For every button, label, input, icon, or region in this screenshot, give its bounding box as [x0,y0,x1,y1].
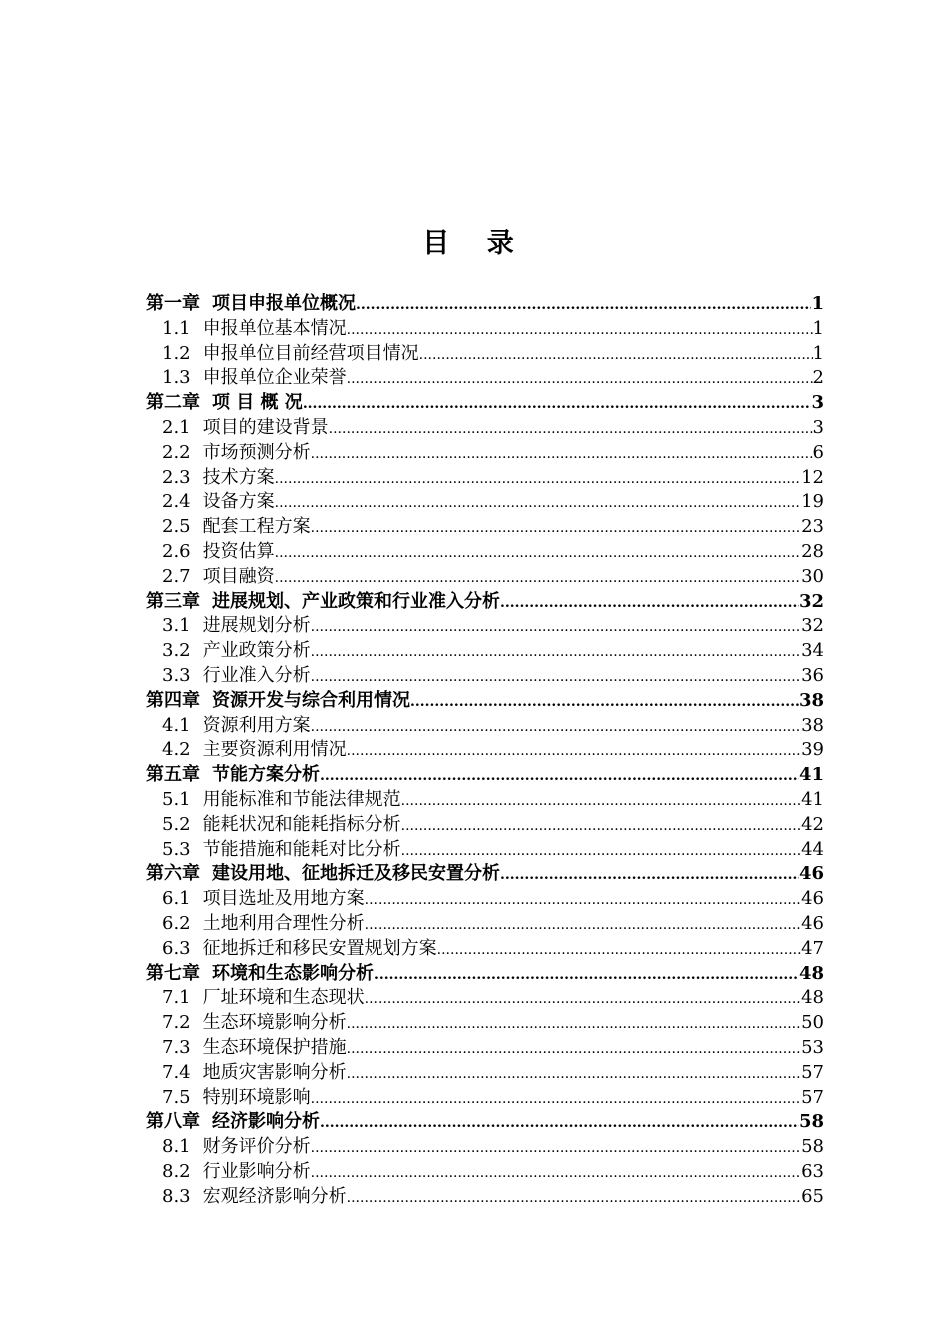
toc-page-number: 32 [798,590,824,612]
toc-entry-number: 5.2 [162,813,191,835]
toc-entry-number: 3.1 [162,615,191,637]
toc-chapter-entry[interactable] [146,292,824,317]
toc-dot-leader [401,814,801,838]
toc-page-number: 30 [801,565,824,587]
toc-dot-leader [303,392,812,416]
toc-entry-number: 2.3 [162,466,191,488]
toc-entry-number: 2.4 [162,491,191,513]
toc-entry-number: 第六章 [146,863,200,885]
toc-section-entry[interactable] [146,887,824,912]
document-title: 目 录 [422,228,528,259]
toc-entry-number: 第三章 [146,590,200,612]
toc-dot-leader [401,839,801,863]
toc-entry-number: 第四章 [146,689,200,711]
toc-entry-title: 生态环境影响分析 [202,1012,347,1034]
toc-section-entry[interactable] [146,639,824,664]
toc-entry-title: 主要资源利用情况 [202,739,347,761]
toc-page-number: 19 [801,491,824,513]
toc-section-entry[interactable] [146,441,824,466]
toc-page-number: 38 [798,689,824,711]
toc-dot-leader [311,715,801,739]
toc-section-entry[interactable] [146,937,824,962]
toc-entry-title: 项目申报单位概况 [212,293,356,314]
toc-entry-title: 资源开发与综合利用情况 [212,689,410,711]
toc-chapter-entry[interactable] [146,763,824,788]
toc-page-number: 63 [801,1160,824,1182]
toc-entry-title: 能耗状况和能耗指标分析 [202,813,401,835]
toc-page-number: 12 [801,466,824,488]
toc-page-number: 2 [812,367,824,389]
toc-section-entry[interactable] [146,738,824,763]
toc-dot-leader [365,913,801,937]
toc-entry-title: 地质灾害影响分析 [202,1061,347,1083]
toc-dot-leader [311,615,801,639]
toc-dot-leader [311,665,801,689]
toc-page-number: 48 [801,987,824,1009]
toc-dot-leader [275,467,801,491]
toc-page-number: 39 [801,739,824,761]
toc-entry-title: 经济影响分析 [212,1111,320,1133]
toc-dot-leader [401,789,801,813]
toc-page-number: 57 [801,1086,824,1108]
toc-entry-number: 2.2 [162,441,191,463]
toc-entry-number: 5.3 [162,838,191,860]
toc-entry-title: 市场预测分析 [202,441,311,463]
toc-dot-leader [311,1136,801,1160]
toc-chapter-entry[interactable] [146,962,824,987]
toc-entry-title: 项目融资 [202,565,275,587]
toc-entry-number: 2.6 [162,540,191,562]
toc-entry-title: 投资估算 [202,540,275,562]
toc-page-number: 58 [801,1136,824,1158]
toc-dot-leader [320,764,799,788]
toc-chapter-entry[interactable] [146,391,824,416]
toc-entry-title: 技术方案 [202,466,275,488]
toc-entry-title: 宏观经济影响分析 [202,1185,347,1207]
toc-page-number: 41 [801,788,824,810]
toc-page-number: 34 [801,640,824,662]
toc-section-entry[interactable] [146,788,824,813]
toc-page-number: 36 [801,664,824,686]
toc-chapter-entry[interactable] [146,689,824,714]
toc-section-entry[interactable] [146,490,824,515]
toc-page-number: 23 [801,516,824,538]
toc-dot-leader [320,1111,799,1135]
toc-section-entry[interactable] [146,614,824,639]
toc-page-number: 6 [812,441,824,463]
toc-page-number: 42 [801,813,824,835]
toc-entry-number: 6.2 [162,912,191,934]
toc-entry-title: 厂址环境和生态现状 [202,987,365,1009]
toc-dot-leader [347,1012,801,1036]
toc-section-entry[interactable] [146,838,824,863]
toc-entry-number: 8.2 [162,1160,191,1182]
toc-dot-leader [374,963,799,987]
toc-section-entry[interactable] [146,1061,824,1086]
toc-section-entry[interactable] [146,515,824,540]
toc-dot-leader [356,293,811,317]
toc-entry-number: 第七章 [146,962,200,984]
toc-entry-title: 生态环境保护措施 [202,1036,347,1058]
toc-page-number: 46 [801,912,824,934]
toc-section-entry[interactable] [146,912,824,937]
toc-dot-leader [347,1186,801,1210]
toc-dot-leader [419,343,813,367]
toc-entry-number: 6.3 [162,937,191,959]
toc-entry-title: 环境和生态影响分析 [212,962,374,984]
toc-entry-number: 第二章 [146,392,200,414]
toc-section-entry[interactable] [146,416,824,441]
toc-entry-number: 8.1 [162,1136,191,1158]
toc-entry-number: 1.1 [162,317,191,339]
toc-entry-number: 2.7 [162,565,191,587]
toc-page-number: 57 [801,1061,824,1083]
toc-dot-leader [311,640,801,664]
toc-entry-title: 项 目 概 况 [212,392,303,414]
toc-section-entry[interactable] [146,317,824,342]
toc-dot-leader [311,1161,801,1185]
toc-entry-title: 申报单位目前经营项目情况 [202,342,419,364]
toc-entry-number: 7.2 [162,1012,191,1034]
toc-page-number: 3 [811,392,824,414]
toc-dot-leader [347,318,813,342]
toc-entry-number: 7.5 [162,1086,191,1108]
toc-entry-number: 4.2 [162,739,191,761]
toc-entry-number: 第八章 [146,1111,200,1133]
toc-page-number: 1 [812,342,824,364]
toc-entry-title: 用能标准和节能法律规范 [202,788,401,810]
toc-dot-leader [437,938,801,962]
toc-entry-number: 3.2 [162,640,191,662]
toc-section-entry[interactable] [146,813,824,838]
toc-dot-leader [365,987,801,1011]
toc-entry-number: 1.3 [162,367,191,389]
toc-chapter-entry[interactable] [146,862,824,887]
toc-entry-title: 申报单位企业荣誉 [202,367,347,389]
toc-page-number: 58 [798,1111,824,1133]
toc-section-entry[interactable] [146,1086,824,1111]
toc-page-number: 3 [812,416,824,438]
toc-entry-title: 配套工程方案 [202,516,311,538]
toc-entry-title: 申报单位基本情况 [202,317,347,339]
toc-section-entry[interactable] [146,366,824,391]
toc-dot-leader [275,491,801,515]
toc-dot-leader [500,863,799,887]
toc-entry-title: 项目的建设背景 [202,416,329,438]
toc-page-number: 32 [801,615,824,637]
toc-dot-leader [347,739,801,763]
toc-entry-number: 7.1 [162,987,191,1009]
toc-page-number: 1 [812,317,824,339]
toc-entry-title: 土地利用合理性分析 [202,912,365,934]
toc-page-number: 38 [801,714,824,736]
toc-section-entry[interactable] [146,1011,824,1036]
toc-dot-leader [275,541,801,565]
toc-section-entry[interactable] [146,342,824,367]
toc-page-number: 48 [798,962,824,984]
toc-section-entry[interactable] [146,1185,824,1210]
toc-entry-number: 第一章 [146,293,200,314]
toc-chapter-entry[interactable] [146,590,824,615]
toc-page-number: 28 [801,540,824,562]
toc-entry-title: 征地拆迁和移民安置规划方案 [202,937,437,959]
toc-dot-leader [347,1062,801,1086]
toc-page-number: 46 [801,888,824,910]
toc-section-entry[interactable] [146,664,824,689]
toc-entry-number: 7.3 [162,1036,191,1058]
toc-entry-title: 行业准入分析 [202,664,311,686]
toc-entry-title: 进展规划分析 [202,615,311,637]
toc-section-entry[interactable] [146,1160,824,1185]
toc-entry-title: 节能措施和能耗对比分析 [202,838,401,860]
toc-entry-number: 3.3 [162,664,191,686]
toc-entry-number: 7.4 [162,1061,191,1083]
toc-section-entry[interactable] [146,466,824,491]
toc-chapter-entry[interactable] [146,1110,824,1135]
toc-page-number: 44 [801,838,824,860]
toc-dot-leader [365,888,801,912]
toc-entry-title: 建设用地、征地拆迁及移民安置分析 [212,863,500,885]
toc-entry-number: 5.1 [162,788,191,810]
toc-entry-title: 财务评价分析 [202,1136,311,1158]
toc-entry-number: 1.2 [162,342,191,364]
toc-page-number: 41 [798,764,824,786]
toc-dot-leader [275,566,801,590]
table-of-contents [146,292,824,1209]
toc-entry-number: 6.1 [162,888,191,910]
toc-entry-title: 项目选址及用地方案 [202,888,365,910]
toc-dot-leader [347,1037,801,1061]
toc-entry-number: 8.3 [162,1185,191,1207]
toc-entry-number: 2.1 [162,416,191,438]
toc-entry-title: 资源利用方案 [202,714,311,736]
toc-entry-title: 行业影响分析 [202,1160,311,1182]
toc-entry-title: 进展规划、产业政策和行业准入分析 [212,590,500,612]
toc-dot-leader [410,690,799,714]
toc-section-entry[interactable] [146,565,824,590]
toc-page-number: 46 [798,863,824,885]
toc-entry-number: 4.1 [162,714,191,736]
toc-dot-leader [500,591,799,615]
toc-entry-title: 设备方案 [202,491,275,513]
toc-section-entry[interactable] [146,540,824,565]
toc-dot-leader [311,1087,801,1111]
toc-page-number: 65 [801,1185,824,1207]
toc-entry-number: 第五章 [146,764,200,786]
toc-dot-leader [347,367,813,391]
toc-dot-leader [311,516,801,540]
toc-entry-number: 2.5 [162,516,191,538]
toc-page-number: 1 [811,293,824,314]
toc-dot-leader [311,442,813,466]
toc-entry-title: 特别环境影响 [202,1086,311,1108]
toc-page-number: 47 [801,937,824,959]
toc-entry-title: 节能方案分析 [212,764,320,786]
toc-section-entry[interactable] [146,986,824,1011]
toc-section-entry[interactable] [146,1135,824,1160]
toc-section-entry[interactable] [146,714,824,739]
toc-dot-leader [329,417,813,441]
toc-section-entry[interactable] [146,1036,824,1061]
toc-page-number: 53 [801,1036,824,1058]
toc-entry-title: 产业政策分析 [202,640,311,662]
toc-page-number: 50 [801,1012,824,1034]
